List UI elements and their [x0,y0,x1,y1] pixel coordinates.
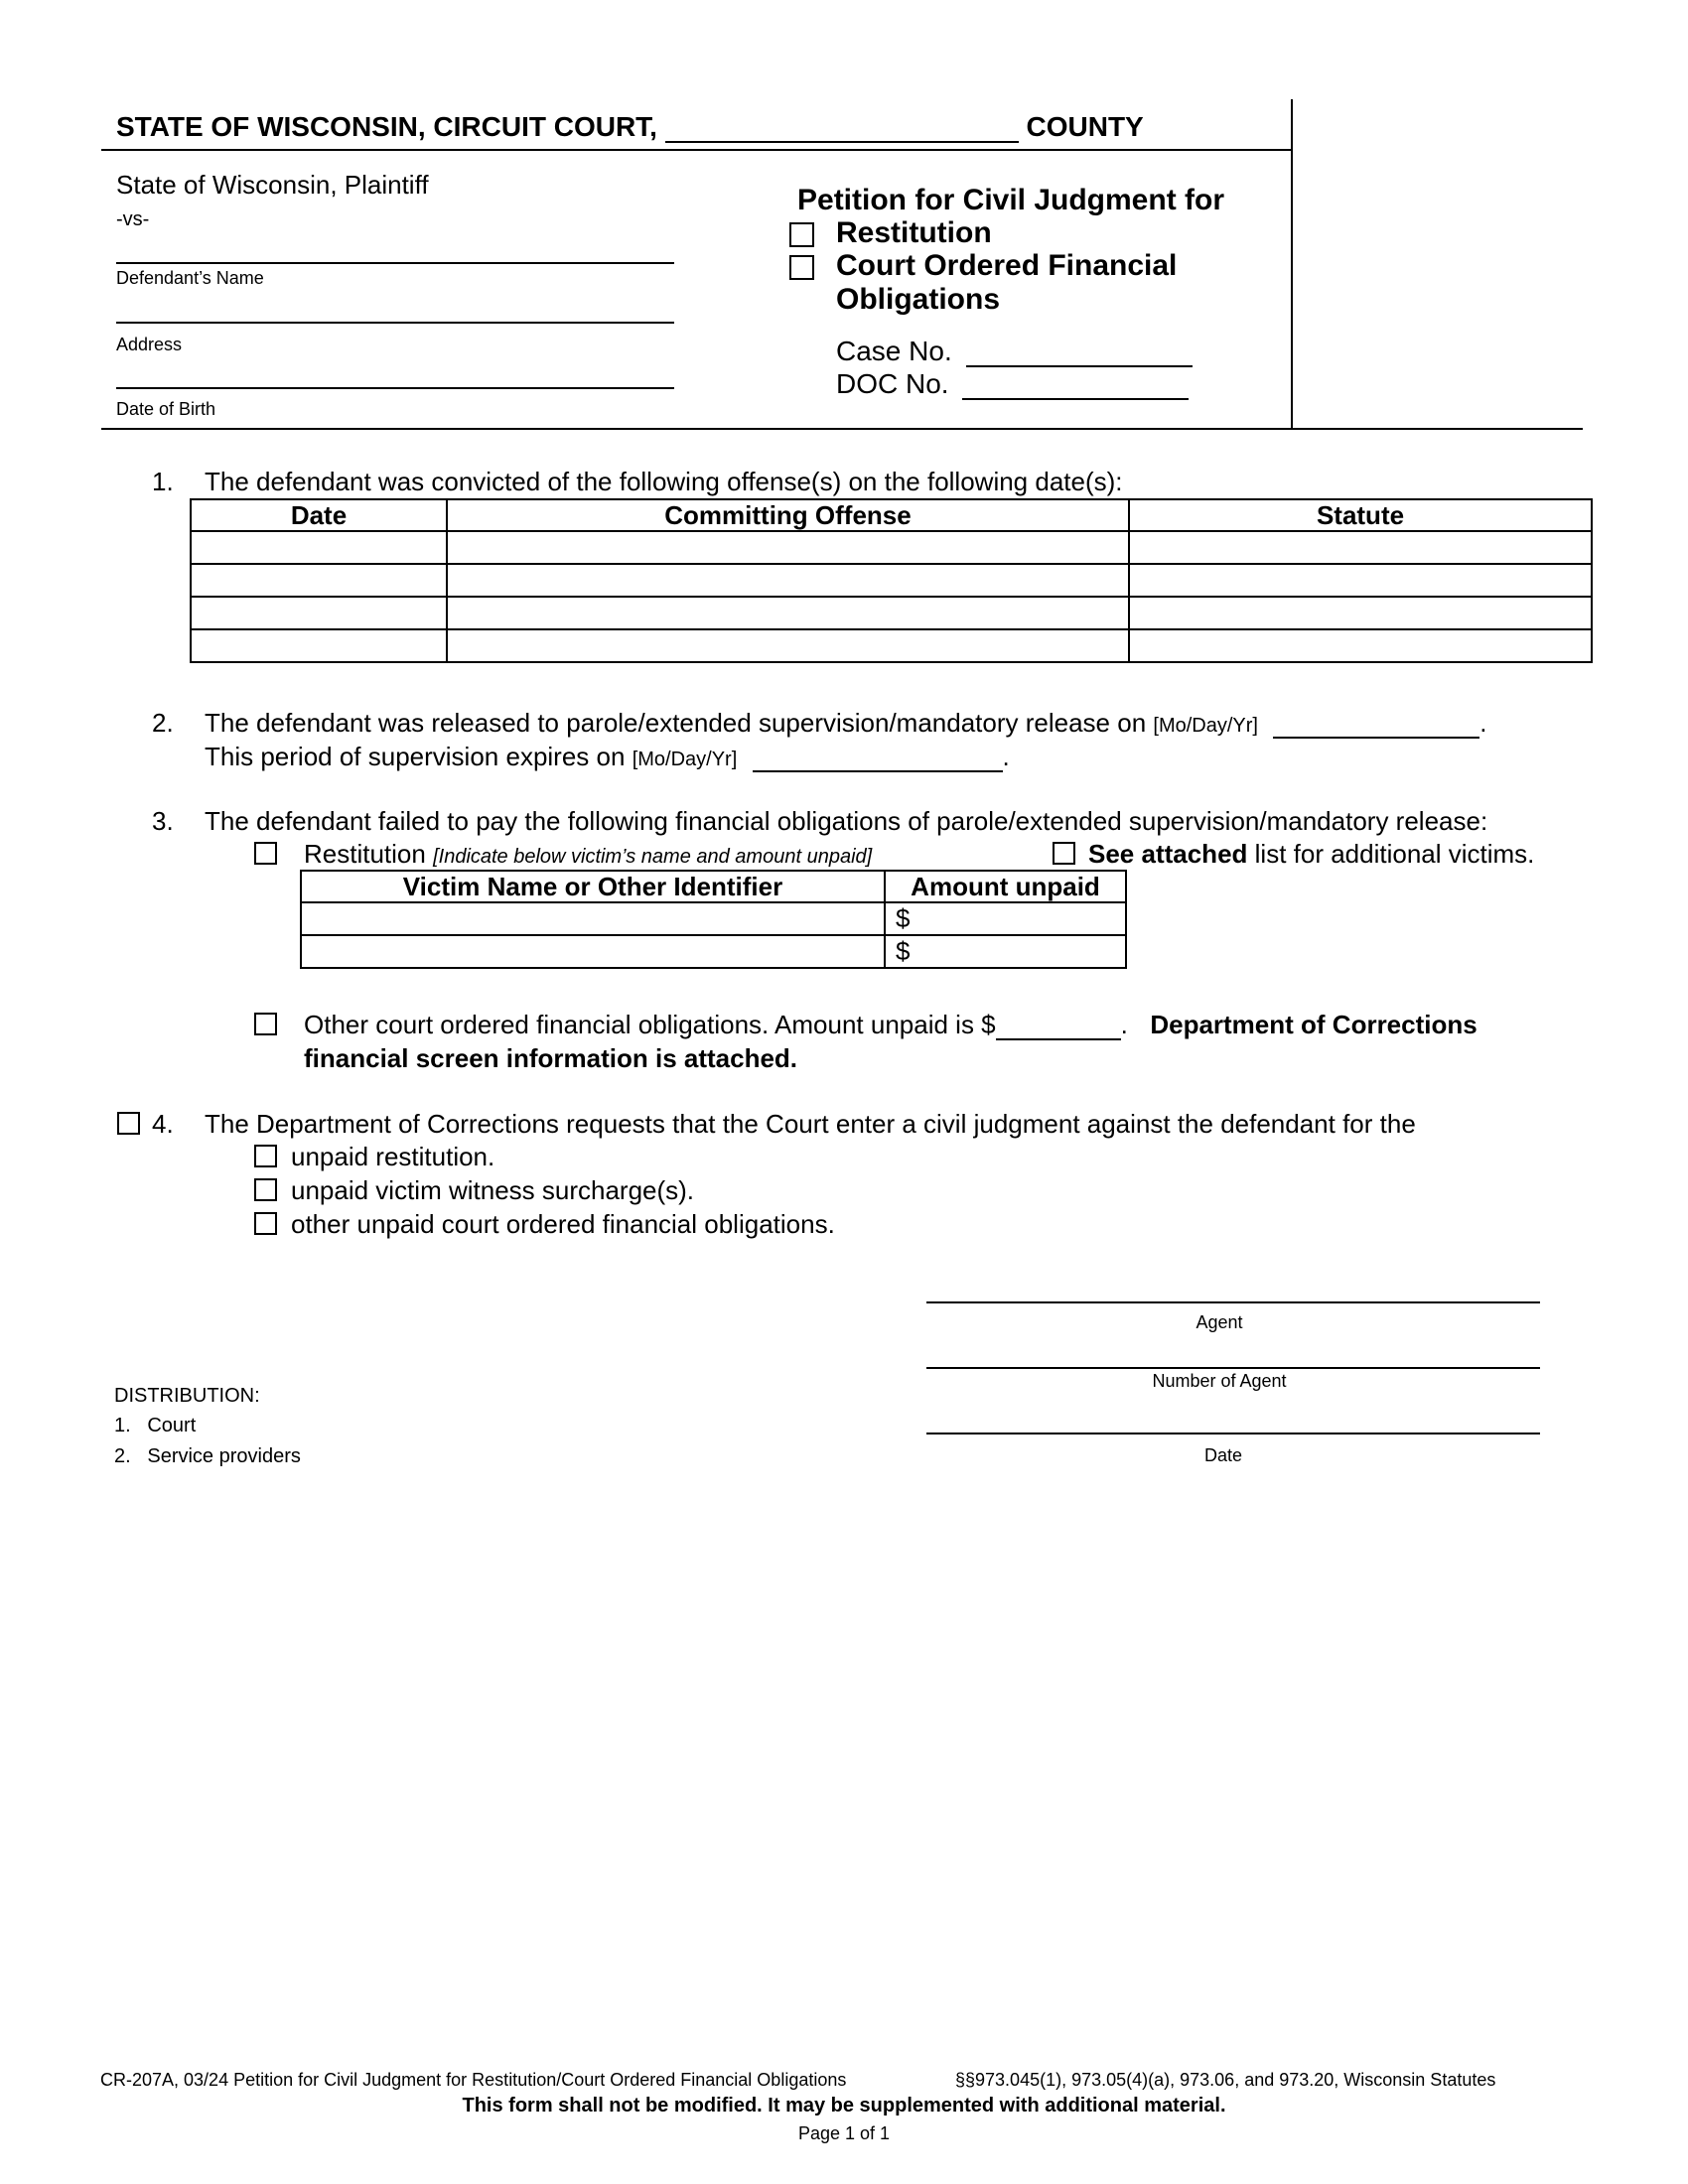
item3-number: 3. [152,806,174,836]
agent-signature-line[interactable] [926,1301,1540,1303]
restitution-type-checkbox[interactable] [789,222,814,247]
footer-statutes: §§973.045(1), 973.05(4)(a), 973.06, and 973.20, Wisconsin Statutes [955,2070,1496,2090]
item3-text: The defendant failed to pay the following financial obligations of parole/extended supervision/mandatory release: [205,806,1488,836]
item2-line1 [205,708,1486,739]
other-amount-field[interactable] [996,1017,1121,1040]
unpaid-surcharge-label: unpaid victim witness surcharge(s). [291,1175,695,1205]
victim-name-cell[interactable] [301,935,885,968]
item2-number: 2. [152,708,174,738]
other-obligations-row: Other court ordered financial obligations. Amount unpaid is $ . Department of Corrections [304,1010,1477,1039]
item2-line2-text: This period of supervision expires on [205,742,626,771]
offense-statute-cell[interactable] [1129,531,1592,564]
offense-col-date: Date [191,499,447,531]
offense-name-cell[interactable] [447,629,1129,662]
item4-number: 4. [152,1109,174,1139]
doc-attached-bold-2: financial screen information is attached. [304,1043,798,1073]
header-rule [101,149,1293,151]
table-row [191,597,1592,629]
offense-statute-cell[interactable] [1129,597,1592,629]
victim-name-cell[interactable] [301,902,885,935]
offense-date-cell[interactable] [191,531,447,564]
doc-no-label: DOC No. [836,368,949,399]
item4-text: The Department of Corrections requests that the Court enter a civil judgment against the defendant for the [205,1109,1416,1139]
case-no-field[interactable] [966,341,1193,367]
doc-no-row [836,368,1189,400]
offense-col-statute: Statute [1129,499,1592,531]
restitution-hint: [Indicate below victim’s name and amount unpaid] [433,846,873,868]
court-ordered-type-checkbox[interactable] [789,255,814,280]
unpaid-restitution-label: unpaid restitution. [291,1142,495,1171]
offense-date-cell[interactable] [191,629,447,662]
offense-col-offense: Committing Offense [447,499,1129,531]
table-row [191,564,1592,597]
dob-line[interactable] [116,387,674,389]
footer-notice: This form shall not be modified. It may be supplemented with additional material. [462,2095,1226,2116]
distribution-item: 2. Service providers [114,1445,301,1467]
court-header-suffix: COUNTY [1026,111,1144,142]
date-label: Date [1203,1445,1243,1465]
agent-number-label: Number of Agent [1152,1371,1287,1391]
item2-line2-period: . [1002,742,1010,771]
agent-label: Agent [1196,1312,1243,1332]
footer-form-id: CR-207A, 03/24 Petition for Civil Judgment for Restitution/Court Ordered Financial Obligations [100,2070,847,2090]
victim-amount-cell[interactable]: $ [885,935,1126,968]
victim-amount-cell[interactable]: $ [885,902,1126,935]
victim-table [300,870,1127,969]
item2-line2-hint: [Mo/Day/Yr] [632,749,738,770]
case-no-row [836,336,1193,367]
table-row [191,531,1592,564]
address-label: Address [116,335,183,354]
restitution-row [304,839,872,870]
court-header [116,111,1144,143]
caption-divider [1291,99,1293,429]
see-attached-rest: list for additional victims. [1254,839,1535,869]
doc-attached-bold-1: Department of Corrections [1150,1010,1477,1039]
table-row [191,629,1592,662]
table-row [301,902,1126,935]
defendant-name-line[interactable] [116,262,674,264]
item4-checkbox[interactable] [117,1112,140,1135]
dob-label: Date of Birth [116,399,216,419]
see-attached-checkbox[interactable] [1053,842,1075,865]
item2-line1-hint: [Mo/Day/Yr] [1153,715,1258,737]
victim-col-amount: Amount unpaid [885,871,1126,902]
vs-label: -vs- [116,208,150,230]
date-signature-line[interactable] [926,1433,1540,1434]
offense-date-cell[interactable] [191,597,447,629]
case-no-label: Case No. [836,336,952,366]
unpaid-surcharge-checkbox[interactable] [254,1178,277,1201]
item1-number: 1. [152,467,174,496]
plaintiff-label: State of Wisconsin, Plaintiff [116,170,429,200]
offense-statute-cell[interactable] [1129,564,1592,597]
unpaid-restitution-checkbox[interactable] [254,1145,277,1167]
item2-line1-text: The defendant was released to parole/extended supervision/mandatory release on [205,708,1147,738]
other-obligations-checkbox[interactable] [254,1013,277,1035]
item1-text: The defendant was convicted of the following offense(s) on the following date(s): [205,467,1123,496]
table-row [301,935,1126,968]
caption-bottom-rule [101,428,1583,430]
release-date-field[interactable] [1273,715,1479,739]
restitution-type-label: Restitution [836,216,992,249]
offense-name-cell[interactable] [447,531,1129,564]
address-line[interactable] [116,322,674,324]
item2-line2 [205,742,1010,772]
defendant-name-label: Defendant’s Name [116,268,264,288]
court-ordered-type-label-2: Obligations [836,283,1000,316]
other-unpaid-checkbox[interactable] [254,1212,277,1235]
offense-name-cell[interactable] [447,597,1129,629]
agent-number-line[interactable] [926,1367,1540,1369]
petition-title: Petition for Civil Judgment for [797,184,1225,216]
offense-statute-cell[interactable] [1129,629,1592,662]
distribution-item: 1. Court [114,1415,197,1436]
victim-col-name: Victim Name or Other Identifier [301,871,885,902]
court-ordered-type-label-1: Court Ordered Financial [836,249,1178,282]
offense-table [190,498,1593,663]
offense-name-cell[interactable] [447,564,1129,597]
see-attached-bold: See attached [1088,839,1248,869]
restitution-label: Restitution [304,839,426,869]
item2-line1-period: . [1479,708,1487,738]
doc-no-field[interactable] [962,374,1189,400]
footer-page: Page 1 of 1 [797,2123,891,2143]
see-attached-row [1088,839,1534,870]
restitution-checkbox[interactable] [254,842,277,865]
distribution-title: DISTRIBUTION: [114,1385,260,1407]
court-header-prefix: STATE OF WISCONSIN, CIRCUIT COURT, [116,111,657,142]
expiration-date-field[interactable] [753,749,1003,772]
offense-date-cell[interactable] [191,564,447,597]
county-field[interactable] [665,117,1019,143]
other-obligations-text: Other court ordered financial obligations. Amount unpaid is $ [304,1010,996,1039]
other-unpaid-label: other unpaid court ordered financial obligations. [291,1209,835,1239]
